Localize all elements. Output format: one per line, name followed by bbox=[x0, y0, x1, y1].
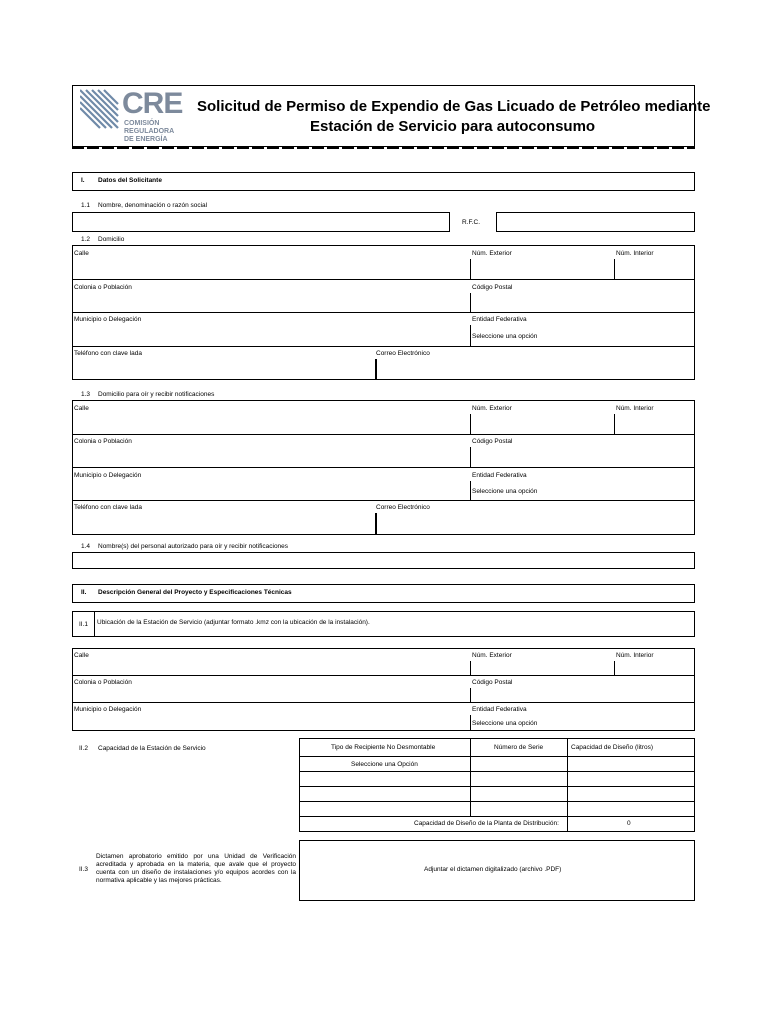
colonia-label: Colonia o Población bbox=[74, 438, 132, 445]
field-divider bbox=[614, 259, 615, 279]
field-divider bbox=[470, 259, 471, 279]
field-divider bbox=[614, 414, 615, 434]
telefono-input[interactable] bbox=[74, 359, 373, 379]
field-divider bbox=[375, 359, 377, 380]
entidad-label: Entidad Federativa bbox=[472, 472, 527, 479]
col-serie-header: Número de Serie bbox=[494, 744, 544, 751]
row-divider bbox=[72, 467, 695, 468]
field-1-4-number: 1.4 bbox=[81, 543, 91, 550]
field-divider bbox=[470, 293, 471, 312]
field-divider bbox=[470, 325, 471, 346]
municipio-label: Municipio o Delegación bbox=[74, 706, 142, 713]
field-1-2-number: 1.2 bbox=[81, 236, 91, 243]
calle-input[interactable] bbox=[74, 414, 469, 433]
correo-input[interactable] bbox=[378, 359, 694, 379]
section-1-header bbox=[72, 172, 695, 191]
municipio-label: Municipio o Delegación bbox=[74, 316, 142, 323]
num-int-input[interactable] bbox=[616, 414, 694, 433]
section-2-title: Descripción General del Proyecto y Especificaciones Técnicas bbox=[98, 589, 292, 596]
logo-line2: REGULADORA bbox=[124, 128, 175, 135]
colonia-label: Colonia o Población bbox=[74, 284, 132, 291]
telefono-label: Teléfono con clave lada bbox=[74, 504, 142, 511]
num-int-input[interactable] bbox=[616, 661, 694, 674]
column-divider bbox=[470, 738, 471, 816]
row-divider bbox=[299, 801, 695, 802]
field-2-3-number: II.3 bbox=[79, 866, 89, 873]
row-divider bbox=[299, 786, 695, 787]
dictamen-attach-label: Adjuntar el dictamen digitalizado (archivo .PDF) bbox=[424, 866, 562, 873]
municipio-input[interactable] bbox=[74, 325, 469, 345]
num-ext-input[interactable] bbox=[472, 661, 612, 674]
calle-input[interactable] bbox=[74, 259, 469, 278]
correo-label: Correo Electrónico bbox=[376, 504, 430, 511]
field-2-1-number: II.1 bbox=[79, 621, 89, 628]
capacidad-input[interactable] bbox=[569, 757, 694, 770]
rfc-label: R.F.C. bbox=[462, 219, 481, 226]
row-divider bbox=[72, 346, 695, 347]
telefono-input[interactable] bbox=[74, 513, 373, 534]
cp-label: Código Postal bbox=[472, 284, 513, 291]
tipo-recipiente-select[interactable]: Seleccione una Opción bbox=[351, 761, 418, 768]
colonia-label: Colonia o Población bbox=[74, 679, 132, 686]
calle-input[interactable] bbox=[74, 661, 469, 674]
col-tipo-header: Tipo de Recipiente No Desmontable bbox=[331, 744, 436, 751]
serie-input[interactable] bbox=[472, 757, 566, 770]
field-1-1-label: Nombre, denominación o razón social bbox=[98, 202, 208, 209]
section-1-number: I. bbox=[81, 177, 85, 184]
field-divider bbox=[470, 715, 471, 731]
header-divider bbox=[72, 147, 695, 149]
row-divider bbox=[72, 279, 695, 280]
cp-input[interactable] bbox=[472, 688, 694, 701]
num-int-label: Núm. Interior bbox=[616, 250, 654, 257]
colonia-input[interactable] bbox=[74, 447, 469, 466]
field-divider bbox=[614, 661, 615, 675]
municipio-input[interactable] bbox=[74, 481, 469, 499]
column-divider bbox=[567, 738, 568, 832]
col-capacidad-header: Capacidad de Diseño (litros) bbox=[571, 744, 654, 751]
municipio-input[interactable] bbox=[74, 715, 469, 730]
telefono-label: Teléfono con clave lada bbox=[74, 350, 142, 357]
row-divider bbox=[72, 434, 695, 435]
field-1-1-number: 1.1 bbox=[81, 202, 91, 209]
num-int-label: Núm. Interior bbox=[616, 652, 654, 659]
field-2-3-label: Dictamen aprobatorio emitido por una Unidad de Verificación acreditada y aprobada en la materia, que avale que el proyecto cuenta con un diseño de instalaciones y/o equipos acordes con la normativa aplicable y las mejores prácticas. bbox=[96, 853, 296, 884]
num-ext-label: Núm. Exterior bbox=[472, 652, 512, 659]
section-1-title: Datos del Solicitante bbox=[98, 177, 162, 184]
field-divider bbox=[470, 447, 471, 467]
field-1-3-number: 1.3 bbox=[81, 391, 91, 398]
field-divider bbox=[375, 513, 377, 535]
capacidad-table bbox=[299, 738, 695, 832]
entidad-label: Entidad Federativa bbox=[472, 316, 527, 323]
cp-input[interactable] bbox=[472, 293, 694, 311]
cp-label: Código Postal bbox=[472, 679, 513, 686]
field-1-3-label: Domicilio para oír y recibir notificaciones bbox=[98, 391, 215, 398]
colonia-input[interactable] bbox=[74, 688, 469, 701]
total-capacidad-label: Capacidad de Diseño de la Planta de Distribución: bbox=[414, 820, 559, 827]
row-divider bbox=[72, 500, 695, 501]
entidad-select[interactable]: Seleccione una opción bbox=[472, 720, 538, 727]
row-divider bbox=[72, 312, 695, 313]
calle-label: Calle bbox=[74, 405, 89, 412]
num-ext-label: Núm. Exterior bbox=[472, 405, 512, 412]
entidad-select[interactable]: Seleccione una opción bbox=[472, 333, 538, 340]
entidad-label: Entidad Federativa bbox=[472, 706, 527, 713]
field-1-4-label: Nombre(s) del personal autorizado para oír y recibir notificaciones bbox=[98, 543, 289, 550]
num-ext-input[interactable] bbox=[472, 259, 612, 278]
row-divider bbox=[72, 675, 695, 676]
cp-input[interactable] bbox=[472, 447, 694, 466]
cre-logo-text: CRE bbox=[122, 87, 183, 120]
field-1-2-label: Domicilio bbox=[98, 236, 125, 243]
calle-label: Calle bbox=[74, 652, 89, 659]
field-divider bbox=[470, 414, 471, 434]
form-title-line1: Solicitud de Permiso de Expendio de Gas Licuado de Petróleo mediante bbox=[197, 98, 711, 115]
row-divider bbox=[299, 771, 695, 772]
num-int-input[interactable] bbox=[616, 259, 694, 278]
nombre-input[interactable] bbox=[72, 212, 450, 232]
field-2-2-label: Capacidad de la Estación de Servicio bbox=[98, 745, 206, 752]
field-divider bbox=[470, 661, 471, 675]
row-divider bbox=[299, 816, 695, 817]
correo-input[interactable] bbox=[378, 513, 694, 534]
field-divider bbox=[470, 688, 471, 702]
logo-line3: DE ENERGÍA bbox=[124, 136, 168, 143]
num-int-label: Núm. Interior bbox=[616, 405, 654, 412]
ubicacion-attach-button[interactable]: Ubicación de la Estación de Servicio (adjuntar formato .kmz con la ubicación de la instalación). bbox=[97, 619, 370, 626]
section-2-number: II. bbox=[81, 589, 87, 596]
rfc-input[interactable] bbox=[496, 212, 695, 232]
field-divider bbox=[94, 611, 95, 637]
correo-label: Correo Electrónico bbox=[376, 350, 430, 357]
colonia-input[interactable] bbox=[74, 293, 469, 311]
num-ext-label: Núm. Exterior bbox=[472, 250, 512, 257]
field-divider bbox=[470, 481, 471, 500]
calle-label: Calle bbox=[74, 250, 89, 257]
num-ext-input[interactable] bbox=[472, 414, 612, 433]
total-capacidad-value: 0 bbox=[627, 820, 631, 827]
entidad-select[interactable]: Seleccione una opción bbox=[472, 488, 538, 495]
cp-label: Código Postal bbox=[472, 438, 513, 445]
logo-line1: COMISIÓN bbox=[124, 120, 160, 127]
cre-logo-icon bbox=[80, 88, 120, 133]
form-title-line2: Estación de Servicio para autoconsumo bbox=[310, 118, 596, 135]
municipio-label: Municipio o Delegación bbox=[74, 472, 142, 479]
field-2-2-number: II.2 bbox=[79, 745, 89, 752]
row-divider bbox=[72, 702, 695, 703]
personal-autorizado-input[interactable] bbox=[72, 552, 695, 569]
